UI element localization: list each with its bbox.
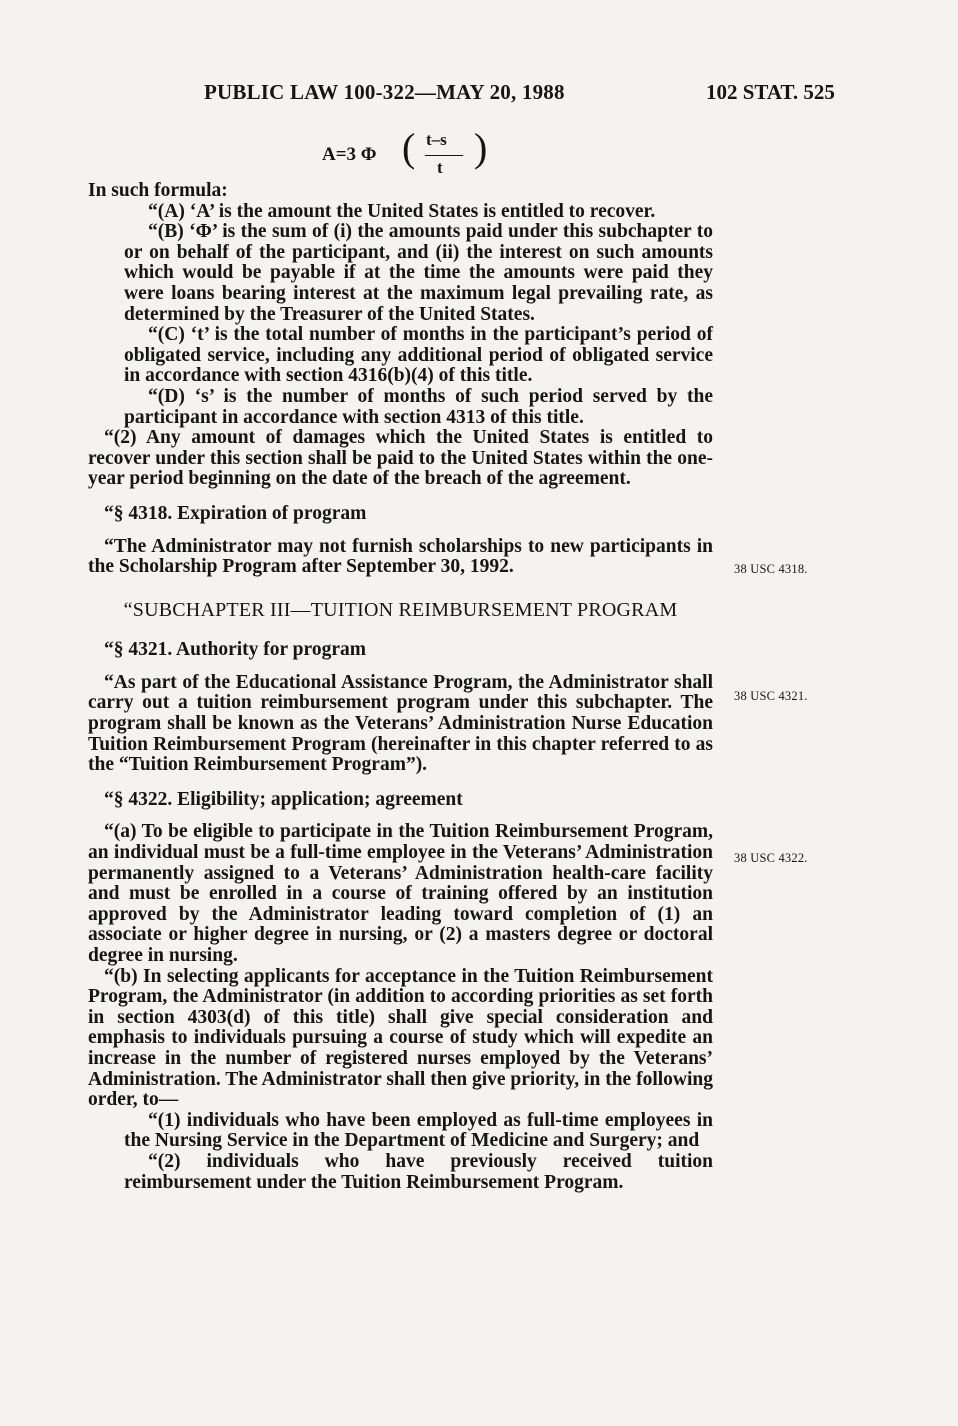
paragraph-formula-intro: In such formula: (88, 180, 228, 201)
formula-lhs: A=3 Φ (322, 144, 377, 165)
formula-denominator: t (437, 158, 443, 177)
formula-left-paren: ( (402, 125, 416, 170)
paragraph-clause-b: “(B) ‘Φ’ is the sum of (i) the amounts paid under this subchapter to or on behalf of the participant, and (ii) the interest on such amounts which would be payable if at the time the amounts were paid they were loans bearing interest at the maximum legal prevailing rate, as determined by the Treasurer of the United States. (124, 221, 713, 325)
paragraph-4318: “The Administrator may not furnish scholarships to new participants in the Scholarship Program after September 30, 1992. (88, 535, 713, 578)
paragraph-4322-b1: “(1) individuals who have been employed as full-time employees in the Nursing Service in the Department of Medicine and Surgery; and (124, 1109, 713, 1152)
section-heading-4321: “§ 4321. Authority for program (104, 639, 366, 661)
paragraph-clause-c: “(C) ‘t’ is the total number of months in the participant’s period of obligated service, including any additional period of obligated service in accordance with section 4316(b)(4) of this title. (124, 324, 713, 387)
body-text (88, 181, 713, 1193)
section-heading-4318: “§ 4318. Expiration of program (104, 502, 367, 524)
paragraph-4322-b2: “(2) individuals who have previously received tuition reimbursement under the Tuition Reimbursement Program. (124, 1150, 713, 1193)
page-header-stat: 102 STAT. 525 (706, 80, 835, 104)
paragraph-damages-2: “(2) Any amount of damages which the United States is entitled to recover under this section shall be paid to the United States within the one-year period beginning on the date of the breach of the agreement. (88, 427, 713, 490)
paragraph-clause-a: “(A) ‘A’ is the amount the United States is entitled to recover. (148, 200, 656, 222)
paragraph-4321: “As part of the Educational Assistance Program, the Administrator shall carry out a tuition reimbursement program under this subchapter. The program shall be known as the Veterans’ Administration Nurse Education Tuition Reimbursement Program (hereinafter in this chapter referred to as the “Tuition Reimbursement Program”). (88, 671, 713, 776)
paragraph-4322-a: “(a) To be eligible to participate in the Tuition Reimbursement Program, an individual must be a full-time employee in the Veterans’ Administration permanently assigned to a Veterans’ Administration health-care facility and must be enrolled in a course of training offered by an institution approved by the Administrator leading toward completion of (1) an associate or higher degree in nursing, or (2) a masters degree or doctoral degree in nursing. (88, 821, 713, 966)
section-heading-4322: “§ 4322. Eligibility; application; agreement (104, 788, 463, 810)
formula-right-paren: ) (474, 125, 488, 170)
margin-note-4321: 38 USC 4321. (734, 689, 808, 703)
formula-fraction-bar (425, 155, 463, 156)
paragraph-clause-d: “(D) ‘s’ is the number of months of such period served by the participant in accordance with section 4313 of this title. (124, 385, 713, 428)
page-header-title: PUBLIC LAW 100-322—MAY 20, 1988 (204, 80, 565, 104)
paragraph-4322-b: “(b) In selecting applicants for acceptance in the Tuition Reimbursement Program, the Administrator (in addition to according priorities as set forth in section 4303(d) of this title) shall give special consideration and emphasis to individuals pursuing a course of study which will expedite an increase in the number of registered nurses employed by the Veterans’ Administration. The Administrator shall then give priority, in the following order, to— (88, 965, 713, 1111)
margin-note-4318: 38 USC 4318. (734, 562, 808, 576)
margin-note-4322: 38 USC 4322. (734, 851, 808, 865)
damages-formula (322, 126, 502, 182)
subchapter-heading: “SUBCHAPTER III—TUITION REIMBURSEMENT PROGRAM (123, 598, 678, 621)
formula-numerator: t–s (426, 130, 447, 149)
